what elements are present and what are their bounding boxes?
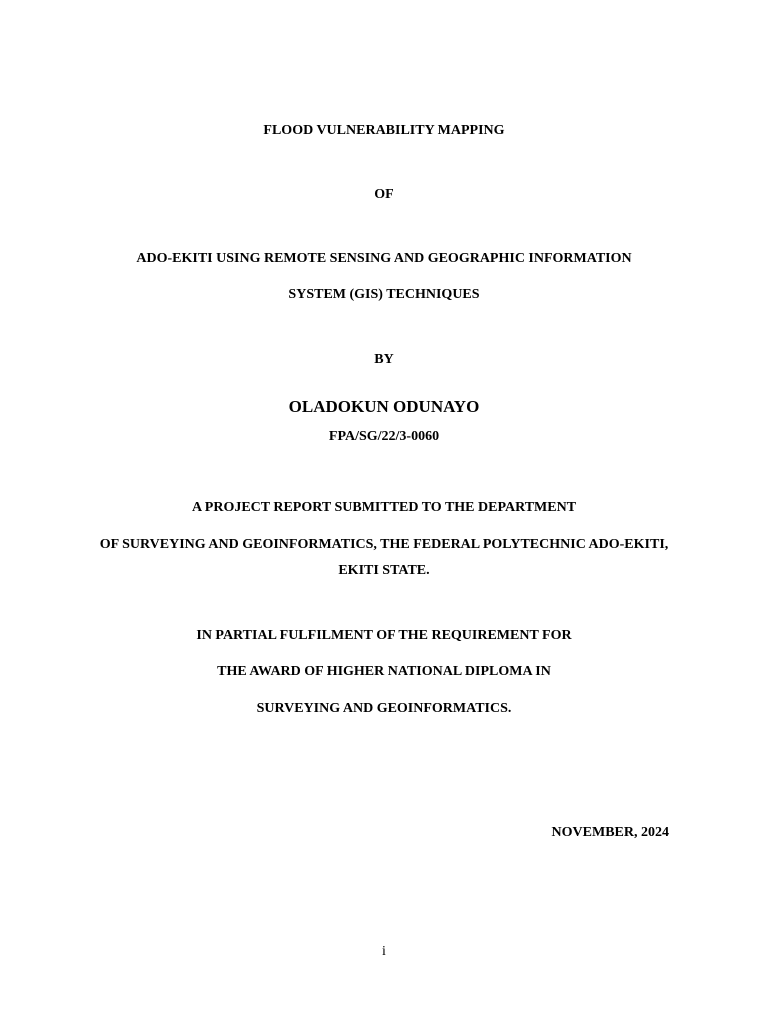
title-line-1: FLOOD VULNERABILITY MAPPING xyxy=(263,123,505,138)
title-line-3: ADO-EKITI USING REMOTE SENSING AND GEOGRAPHIC INFORMATION xyxy=(136,251,632,266)
fulfilment-line-1: IN PARTIAL FULFILMENT OF THE REQUIREMENT FOR xyxy=(196,628,572,643)
submission-date: NOVEMBER, 2024 xyxy=(551,825,669,840)
title-line-4: SYSTEM (GIS) TECHNIQUES xyxy=(288,287,480,302)
submission-line-2: OF SURVEYING AND GEOINFORMATICS, THE FEDERAL POLYTECHNIC ADO-EKITI, EKITI STATE. xyxy=(99,537,669,578)
fulfilment-line-2: THE AWARD OF HIGHER NATIONAL DIPLOMA IN xyxy=(217,664,551,679)
author-name: OLADOKUN ODUNAYO xyxy=(288,397,480,416)
submission-line-1: A PROJECT REPORT SUBMITTED TO THE DEPARTMENT xyxy=(191,500,577,515)
page-number: i xyxy=(382,944,386,959)
title-line-2: OF xyxy=(374,187,394,202)
matric-number: FPA/SG/22/3-0060 xyxy=(328,429,440,444)
fulfilment-line-3: SURVEYING AND GEOINFORMATICS. xyxy=(256,701,512,716)
by-label: BY xyxy=(374,352,394,367)
